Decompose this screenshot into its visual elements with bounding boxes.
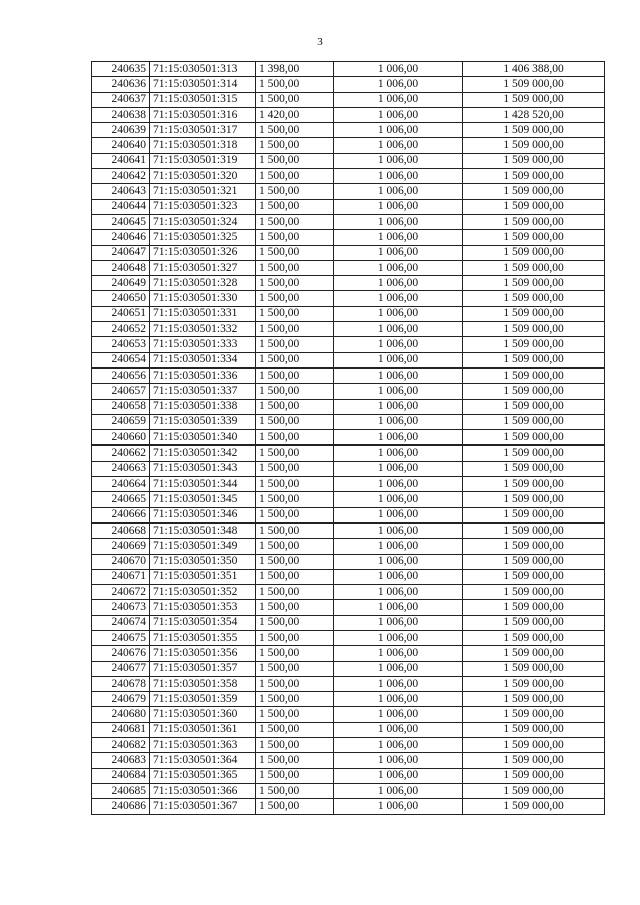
area-cell: 1 500,00 [256, 352, 334, 368]
row-number: 240670 [92, 554, 150, 569]
cadastral-number: 71:15:030501:325 [150, 230, 256, 245]
total-price-cell: 1 509 000,00 [463, 138, 605, 153]
total-price-cell: 1 509 000,00 [463, 722, 605, 737]
land-plots-table [91, 61, 605, 815]
table-row [92, 123, 605, 138]
table-row [92, 138, 605, 153]
row-number: 240647 [92, 245, 150, 260]
unit-price-cell: 1 006,00 [334, 768, 463, 783]
table-row [92, 722, 605, 737]
cadastral-number: 71:15:030501:332 [150, 322, 256, 337]
table-row [92, 461, 605, 476]
unit-price-cell: 1 006,00 [334, 661, 463, 676]
row-number: 240668 [92, 523, 150, 539]
table-row [92, 738, 605, 753]
total-price-cell: 1 509 000,00 [463, 445, 605, 461]
row-number: 240685 [92, 783, 150, 798]
total-price-cell: 1 509 000,00 [463, 368, 605, 384]
table-row [92, 615, 605, 630]
cadastral-number: 71:15:030501:338 [150, 399, 256, 414]
row-number: 240653 [92, 337, 150, 352]
table-row [92, 799, 605, 814]
cadastral-number: 71:15:030501:317 [150, 123, 256, 138]
total-price-cell: 1 509 000,00 [463, 169, 605, 184]
cadastral-number: 71:15:030501:318 [150, 138, 256, 153]
table-row [92, 445, 605, 461]
unit-price-cell: 1 006,00 [334, 260, 463, 275]
table-row [92, 768, 605, 783]
area-cell: 1 500,00 [256, 214, 334, 229]
unit-price-cell: 1 006,00 [334, 337, 463, 352]
area-cell: 1 500,00 [256, 539, 334, 554]
table-row [92, 507, 605, 523]
unit-price-cell: 1 006,00 [334, 245, 463, 260]
row-number: 240649 [92, 276, 150, 291]
row-number: 240650 [92, 291, 150, 306]
row-number: 240665 [92, 492, 150, 507]
total-price-cell: 1 509 000,00 [463, 630, 605, 645]
area-cell: 1 500,00 [256, 445, 334, 461]
cadastral-number: 71:15:030501:361 [150, 722, 256, 737]
area-cell: 1 500,00 [256, 276, 334, 291]
unit-price-cell: 1 006,00 [334, 153, 463, 168]
cadastral-number: 71:15:030501:328 [150, 276, 256, 291]
area-cell: 1 500,00 [256, 77, 334, 92]
row-number: 240676 [92, 646, 150, 661]
table-row [92, 214, 605, 229]
table-row [92, 230, 605, 245]
cadastral-number: 71:15:030501:320 [150, 169, 256, 184]
table-row [92, 676, 605, 691]
row-number: 240645 [92, 214, 150, 229]
area-cell: 1 500,00 [256, 600, 334, 615]
table-row [92, 753, 605, 768]
unit-price-cell: 1 006,00 [334, 214, 463, 229]
row-number: 240677 [92, 661, 150, 676]
table-row [92, 783, 605, 798]
unit-price-cell: 1 006,00 [334, 507, 463, 523]
cadastral-number: 71:15:030501:355 [150, 630, 256, 645]
total-price-cell: 1 509 000,00 [463, 184, 605, 199]
unit-price-cell: 1 006,00 [334, 738, 463, 753]
cadastral-number: 71:15:030501:364 [150, 753, 256, 768]
unit-price-cell: 1 006,00 [334, 291, 463, 306]
unit-price-cell: 1 006,00 [334, 707, 463, 722]
row-number: 240654 [92, 352, 150, 368]
total-price-cell: 1 509 000,00 [463, 322, 605, 337]
cadastral-number: 71:15:030501:353 [150, 600, 256, 615]
cadastral-number: 71:15:030501:336 [150, 368, 256, 384]
row-number: 240658 [92, 399, 150, 414]
table-row [92, 492, 605, 507]
total-price-cell: 1 509 000,00 [463, 539, 605, 554]
page-number: 3 [317, 36, 323, 48]
unit-price-cell: 1 006,00 [334, 523, 463, 539]
row-number: 240646 [92, 230, 150, 245]
area-cell: 1 500,00 [256, 260, 334, 275]
unit-price-cell: 1 006,00 [334, 676, 463, 691]
area-cell: 1 500,00 [256, 477, 334, 492]
cadastral-number: 71:15:030501:356 [150, 646, 256, 661]
unit-price-cell: 1 006,00 [334, 646, 463, 661]
cadastral-number: 71:15:030501:346 [150, 507, 256, 523]
table-row [92, 414, 605, 429]
table-row [92, 184, 605, 199]
unit-price-cell: 1 006,00 [334, 569, 463, 584]
unit-price-cell: 1 006,00 [334, 753, 463, 768]
table-row [92, 291, 605, 306]
cadastral-number: 71:15:030501:342 [150, 445, 256, 461]
unit-price-cell: 1 006,00 [334, 138, 463, 153]
total-price-cell: 1 509 000,00 [463, 523, 605, 539]
row-number: 240682 [92, 738, 150, 753]
row-number: 240656 [92, 368, 150, 384]
area-cell: 1 500,00 [256, 492, 334, 507]
area-cell: 1 500,00 [256, 569, 334, 584]
row-number: 240683 [92, 753, 150, 768]
table-row [92, 169, 605, 184]
total-price-cell: 1 509 000,00 [463, 245, 605, 260]
unit-price-cell: 1 006,00 [334, 384, 463, 399]
unit-price-cell: 1 006,00 [334, 184, 463, 199]
row-number: 240638 [92, 107, 150, 122]
total-price-cell: 1 509 000,00 [463, 646, 605, 661]
unit-price-cell: 1 006,00 [334, 630, 463, 645]
total-price-cell: 1 509 000,00 [463, 276, 605, 291]
unit-price-cell: 1 006,00 [334, 322, 463, 337]
table-row [92, 322, 605, 337]
area-cell: 1 500,00 [256, 368, 334, 384]
total-price-cell: 1 509 000,00 [463, 738, 605, 753]
area-cell: 1 500,00 [256, 430, 334, 446]
unit-price-cell: 1 006,00 [334, 107, 463, 122]
total-price-cell: 1 509 000,00 [463, 676, 605, 691]
row-number: 240673 [92, 600, 150, 615]
row-number: 240678 [92, 676, 150, 691]
total-price-cell: 1 509 000,00 [463, 554, 605, 569]
total-price-cell: 1 509 000,00 [463, 507, 605, 523]
area-cell: 1 398,00 [256, 62, 334, 77]
row-number: 240635 [92, 62, 150, 77]
table-row [92, 523, 605, 539]
row-number: 240680 [92, 707, 150, 722]
area-cell: 1 500,00 [256, 399, 334, 414]
unit-price-cell: 1 006,00 [334, 77, 463, 92]
area-cell: 1 420,00 [256, 107, 334, 122]
table-row [92, 692, 605, 707]
total-price-cell: 1 509 000,00 [463, 585, 605, 600]
unit-price-cell: 1 006,00 [334, 430, 463, 446]
row-number: 240636 [92, 77, 150, 92]
table-body [92, 62, 605, 815]
row-number: 240651 [92, 306, 150, 321]
cadastral-number: 71:15:030501:316 [150, 107, 256, 122]
area-cell: 1 500,00 [256, 184, 334, 199]
row-number: 240643 [92, 184, 150, 199]
cadastral-number: 71:15:030501:330 [150, 291, 256, 306]
row-number: 240679 [92, 692, 150, 707]
unit-price-cell: 1 006,00 [334, 169, 463, 184]
total-price-cell: 1 509 000,00 [463, 600, 605, 615]
area-cell: 1 500,00 [256, 722, 334, 737]
unit-price-cell: 1 006,00 [334, 799, 463, 814]
row-number: 240642 [92, 169, 150, 184]
total-price-cell: 1 509 000,00 [463, 414, 605, 429]
row-number: 240641 [92, 153, 150, 168]
total-price-cell: 1 509 000,00 [463, 291, 605, 306]
cadastral-number: 71:15:030501:314 [150, 77, 256, 92]
total-price-cell: 1 509 000,00 [463, 260, 605, 275]
area-cell: 1 500,00 [256, 199, 334, 214]
total-price-cell: 1 509 000,00 [463, 92, 605, 107]
unit-price-cell: 1 006,00 [334, 414, 463, 429]
area-cell: 1 500,00 [256, 153, 334, 168]
area-cell: 1 500,00 [256, 123, 334, 138]
total-price-cell: 1 509 000,00 [463, 352, 605, 368]
total-price-cell: 1 406 388,00 [463, 62, 605, 77]
table-row [92, 199, 605, 214]
row-number: 240684 [92, 768, 150, 783]
cadastral-number: 71:15:030501:340 [150, 430, 256, 446]
table-row [92, 399, 605, 414]
total-price-cell: 1 509 000,00 [463, 569, 605, 584]
cadastral-number: 71:15:030501:349 [150, 539, 256, 554]
area-cell: 1 500,00 [256, 676, 334, 691]
total-price-cell: 1 509 000,00 [463, 214, 605, 229]
table-row [92, 661, 605, 676]
row-number: 240666 [92, 507, 150, 523]
unit-price-cell: 1 006,00 [334, 276, 463, 291]
table-row [92, 77, 605, 92]
cadastral-number: 71:15:030501:354 [150, 615, 256, 630]
row-number: 240637 [92, 92, 150, 107]
cadastral-number: 71:15:030501:327 [150, 260, 256, 275]
row-number: 240660 [92, 430, 150, 446]
area-cell: 1 500,00 [256, 523, 334, 539]
row-number: 240664 [92, 477, 150, 492]
unit-price-cell: 1 006,00 [334, 230, 463, 245]
unit-price-cell: 1 006,00 [334, 62, 463, 77]
cadastral-number: 71:15:030501:363 [150, 738, 256, 753]
total-price-cell: 1 509 000,00 [463, 461, 605, 476]
unit-price-cell: 1 006,00 [334, 492, 463, 507]
table-row [92, 368, 605, 384]
table-row [92, 352, 605, 368]
row-number: 240669 [92, 539, 150, 554]
area-cell: 1 500,00 [256, 799, 334, 814]
total-price-cell: 1 509 000,00 [463, 753, 605, 768]
cadastral-number: 71:15:030501:319 [150, 153, 256, 168]
cadastral-number: 71:15:030501:323 [150, 199, 256, 214]
cadastral-number: 71:15:030501:343 [150, 461, 256, 476]
row-number: 240648 [92, 260, 150, 275]
area-cell: 1 500,00 [256, 230, 334, 245]
row-number: 240657 [92, 384, 150, 399]
row-number: 240639 [92, 123, 150, 138]
unit-price-cell: 1 006,00 [334, 539, 463, 554]
cadastral-number: 71:15:030501:315 [150, 92, 256, 107]
table-row [92, 107, 605, 122]
unit-price-cell: 1 006,00 [334, 352, 463, 368]
total-price-cell: 1 509 000,00 [463, 230, 605, 245]
unit-price-cell: 1 006,00 [334, 692, 463, 707]
table-row [92, 630, 605, 645]
total-price-cell: 1 428 520,00 [463, 107, 605, 122]
area-cell: 1 500,00 [256, 783, 334, 798]
total-price-cell: 1 509 000,00 [463, 384, 605, 399]
total-price-cell: 1 509 000,00 [463, 306, 605, 321]
cadastral-number: 71:15:030501:351 [150, 569, 256, 584]
total-price-cell: 1 509 000,00 [463, 399, 605, 414]
cadastral-number: 71:15:030501:321 [150, 184, 256, 199]
row-number: 240675 [92, 630, 150, 645]
unit-price-cell: 1 006,00 [334, 399, 463, 414]
unit-price-cell: 1 006,00 [334, 600, 463, 615]
area-cell: 1 500,00 [256, 585, 334, 600]
cadastral-number: 71:15:030501:333 [150, 337, 256, 352]
area-cell: 1 500,00 [256, 92, 334, 107]
area-cell: 1 500,00 [256, 322, 334, 337]
cadastral-number: 71:15:030501:331 [150, 306, 256, 321]
table-row [92, 554, 605, 569]
area-cell: 1 500,00 [256, 753, 334, 768]
table-row [92, 260, 605, 275]
cadastral-number: 71:15:030501:348 [150, 523, 256, 539]
table-row [92, 62, 605, 77]
cadastral-number: 71:15:030501:359 [150, 692, 256, 707]
row-number: 240681 [92, 722, 150, 737]
area-cell: 1 500,00 [256, 245, 334, 260]
area-cell: 1 500,00 [256, 646, 334, 661]
area-cell: 1 500,00 [256, 692, 334, 707]
unit-price-cell: 1 006,00 [334, 783, 463, 798]
unit-price-cell: 1 006,00 [334, 123, 463, 138]
total-price-cell: 1 509 000,00 [463, 123, 605, 138]
unit-price-cell: 1 006,00 [334, 461, 463, 476]
unit-price-cell: 1 006,00 [334, 615, 463, 630]
table-row [92, 569, 605, 584]
unit-price-cell: 1 006,00 [334, 92, 463, 107]
row-number: 240672 [92, 585, 150, 600]
cadastral-number: 71:15:030501:365 [150, 768, 256, 783]
unit-price-cell: 1 006,00 [334, 585, 463, 600]
row-number: 240662 [92, 445, 150, 461]
area-cell: 1 500,00 [256, 414, 334, 429]
table-row [92, 707, 605, 722]
unit-price-cell: 1 006,00 [334, 477, 463, 492]
unit-price-cell: 1 006,00 [334, 554, 463, 569]
cadastral-number: 71:15:030501:345 [150, 492, 256, 507]
row-number: 240652 [92, 322, 150, 337]
unit-price-cell: 1 006,00 [334, 199, 463, 214]
total-price-cell: 1 509 000,00 [463, 661, 605, 676]
area-cell: 1 500,00 [256, 138, 334, 153]
row-number: 240663 [92, 461, 150, 476]
unit-price-cell: 1 006,00 [334, 445, 463, 461]
area-cell: 1 500,00 [256, 615, 334, 630]
total-price-cell: 1 509 000,00 [463, 492, 605, 507]
area-cell: 1 500,00 [256, 661, 334, 676]
cadastral-number: 71:15:030501:339 [150, 414, 256, 429]
total-price-cell: 1 509 000,00 [463, 783, 605, 798]
row-number: 240686 [92, 799, 150, 814]
area-cell: 1 500,00 [256, 461, 334, 476]
cadastral-number: 71:15:030501:344 [150, 477, 256, 492]
area-cell: 1 500,00 [256, 630, 334, 645]
area-cell: 1 500,00 [256, 507, 334, 523]
area-cell: 1 500,00 [256, 738, 334, 753]
table-row [92, 153, 605, 168]
row-number: 240644 [92, 199, 150, 214]
total-price-cell: 1 509 000,00 [463, 430, 605, 446]
area-cell: 1 500,00 [256, 384, 334, 399]
area-cell: 1 500,00 [256, 554, 334, 569]
area-cell: 1 500,00 [256, 337, 334, 352]
cadastral-number: 71:15:030501:352 [150, 585, 256, 600]
cadastral-number: 71:15:030501:334 [150, 352, 256, 368]
table-row [92, 306, 605, 321]
area-cell: 1 500,00 [256, 306, 334, 321]
row-number: 240674 [92, 615, 150, 630]
table-row [92, 92, 605, 107]
cadastral-number: 71:15:030501:357 [150, 661, 256, 676]
cadastral-number: 71:15:030501:337 [150, 384, 256, 399]
total-price-cell: 1 509 000,00 [463, 799, 605, 814]
table-row [92, 646, 605, 661]
cadastral-number: 71:15:030501:326 [150, 245, 256, 260]
total-price-cell: 1 509 000,00 [463, 77, 605, 92]
table-row [92, 600, 605, 615]
cadastral-number: 71:15:030501:367 [150, 799, 256, 814]
total-price-cell: 1 509 000,00 [463, 707, 605, 722]
cadastral-number: 71:15:030501:324 [150, 214, 256, 229]
total-price-cell: 1 509 000,00 [463, 692, 605, 707]
unit-price-cell: 1 006,00 [334, 368, 463, 384]
cadastral-number: 71:15:030501:358 [150, 676, 256, 691]
unit-price-cell: 1 006,00 [334, 306, 463, 321]
table-row [92, 245, 605, 260]
area-cell: 1 500,00 [256, 169, 334, 184]
total-price-cell: 1 509 000,00 [463, 153, 605, 168]
total-price-cell: 1 509 000,00 [463, 768, 605, 783]
table-row [92, 477, 605, 492]
table-row [92, 539, 605, 554]
row-number: 240659 [92, 414, 150, 429]
area-cell: 1 500,00 [256, 707, 334, 722]
table-row [92, 337, 605, 352]
row-number: 240671 [92, 569, 150, 584]
cadastral-number: 71:15:030501:366 [150, 783, 256, 798]
cadastral-number: 71:15:030501:313 [150, 62, 256, 77]
unit-price-cell: 1 006,00 [334, 722, 463, 737]
area-cell: 1 500,00 [256, 291, 334, 306]
row-number: 240640 [92, 138, 150, 153]
total-price-cell: 1 509 000,00 [463, 337, 605, 352]
cadastral-number: 71:15:030501:350 [150, 554, 256, 569]
table-row [92, 276, 605, 291]
table-row [92, 384, 605, 399]
table-row [92, 430, 605, 446]
table-row [92, 585, 605, 600]
total-price-cell: 1 509 000,00 [463, 615, 605, 630]
area-cell: 1 500,00 [256, 768, 334, 783]
cadastral-number: 71:15:030501:360 [150, 707, 256, 722]
total-price-cell: 1 509 000,00 [463, 477, 605, 492]
total-price-cell: 1 509 000,00 [463, 199, 605, 214]
